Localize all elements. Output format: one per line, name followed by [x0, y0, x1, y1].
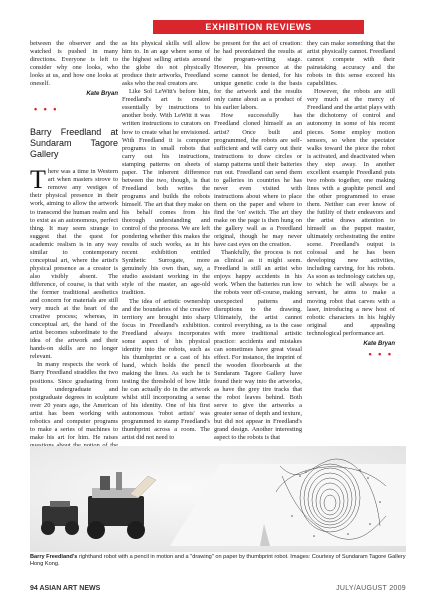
review2-author: Kate Bryan	[363, 340, 395, 347]
section-banner: EXHIBITION REVIEWS	[153, 20, 364, 34]
robot-photo-illustration	[30, 446, 406, 552]
caption-text: righthand robot with a pencil in motion and a "drawing" on paper by thumbprint robot. Images: Courtesy of Sundaram Tagore Gallery Hong Kong.	[30, 554, 406, 567]
review2-paragraph: How successfully has Freedland cloned himself as an artist? Once built and programmed, the robots are self-sufficient and will carry out their instructions to draw circles or stamp patterns until their batteries run out. Freedland can send them to galleries in countries he has never even visited with instructions about where to place them on the paper and where to find the 'on' switch. The art they make on the page is then hung on the gallery wall as a Freedland original, though he may never have cast eyes on the creation.	[214, 112, 302, 249]
review2-paragraph: be present for the act of creation: he had preordained the results at the program-writing stage. However, his presence at the scene cannot be denied, for his unique genetic code is the basis for the artwork and the results only came about as a product of his earlier labors.	[214, 40, 302, 112]
column-3	[214, 40, 302, 442]
review1-text: between the observer and the watched is pushed in many directions. Everyone is left to consider why one looks, who looks at us, and how one looks at oneself.	[30, 40, 118, 88]
robot-photo	[30, 446, 406, 552]
separator-dots: • • •	[34, 104, 59, 115]
review2-paragraph: they can make something that the artist physically cannot. Freedland cannot compete with their painstaking accuracy and the robots in this sense exceed his capabilities.	[307, 40, 395, 88]
review2-paragraph: The idea of artistic ownership and the boundaries of the creative territory are brought into sharp focus in Freedland's exhibition. Freedland always incorporates some aspect of his physical identity into the robots, such as his thumbprint or a cast of his hand, which holds the pencil making the lines. As such he is testing the threshold of how little he can actually do in the artwork whilst still incorporating a sense of his identity. One of his first autonomous 'robot artists' was programmed to stamp Freedland's thumbprint across a room. The artist did not need to	[122, 297, 210, 442]
photo-caption	[30, 554, 406, 568]
column-2	[122, 40, 210, 442]
separator-dots: • • •	[368, 348, 393, 359]
review2-paragraph: In many respects the work of Barry Freedland straddles the two positions. Since graduating from his undergraduate and postgraduate degrees in sculpture over 20 years ago, the American artist has been working with robotics and computer programs to make a series of machines to make his art for him. He raises	[30, 361, 118, 441]
column-4	[307, 40, 395, 359]
review2-paragraph: Like Sol LeWitt's before him, Freedland's art is created essentially by instructions to another body. With LeWitt it was written instructions to curators on how to create what he envisioned. With Freedland it is computer programs in small robots that carry out his instructions, stamping patterns on sheets of paper. The inherent difference between the two, though, is that Freedland both writes the programs and builds the robots himself. The art that they make on his behalf comes from his thorough understanding and control of the process. We are left pondering whether this makes the results of such works, as in his recent exhibition entitled Synthetic Surrogate, more genuinely his own than, say, a studio assistant working in the style of the master, an age-old tradition.	[122, 88, 210, 297]
review2-paragraph: However, the robots are still very much at the mercy of Freedland and the artist plays with the dichotomy of control and autonomy in some of his recent pieces. Some employ motion sensors, so when the spectator walks toward the piece the robot is activated, and deactivated when they step away. In another excellent example Freedland puts two robots together, one making lines with a graphite pencil and the other programmed to erase them. Neither can ever know of the futility of their endeavors and the artist draws attention to himself as the puppet master, ultimately orchestrating the entire scene. Freedland's output is colossal and he has been developing new activities, including carving, for his robots. As soon as technology catches up, to which he will always be a servant, he aims to make a moving robot that carves with a laser, introducing a new host of robotic characters in his highly original and appealing technological performance art.	[307, 88, 395, 337]
caption-bold: Barry Freedland's	[30, 554, 78, 560]
review2-paragraph: Thankfully, the process is not as clinical as it might seem. Freedland is still an artist who enjoys happy accidents in his work. When the batteries run low the robots veer off-course, making unexpected patterns and disruptions to the drawing. Ultimately, the artist cannot control everything, as is the case with more traditional artistic practice: accidents and mistakes can sometimes have great visual effect. For instance, the imprint of the wooden floorboards at the Sundaram Tagore Gallery have found their way into the artworks, as have the grey tire tracks that the robot leaves behind. Both serve to give the artworks a greater sense of depth and texture, but did not appear in Freedland's grand design. Another interesting aspect to the robots is that	[214, 249, 302, 442]
column-1	[30, 40, 118, 510]
review2-paragraph: as his physical skills will allow him to. In an age where some of the highest selling artists around the globe do not physically produce their artworks, Freedland asks who the real creators are.	[122, 40, 210, 88]
page-number: 94 ASIAN ART NEWS	[30, 585, 101, 592]
drop-cap: T	[30, 165, 46, 195]
review2-paragraph: here was a time in Western art when masters strove to remove any vestiges of their physical presence in their work, aiming to allow the artwork to transcend the human realm and to exist as an autonomous, perfect thing. It may seem strange to suggest that the quest for academic realism is in any way similar to contemporary conceptual art, where the artist's physical presence as a creator is also visibly absent. The difference, of course, is that with the former traditional aesthetics and concern for materials are still very much at the heart of the creative process; whereas, in conceptual art, the hand of the artist becomes subordinate to the idea of the artwork and their hands-on skills are no longer relevant.	[30, 168, 118, 361]
review2-title: Barry Freedland at Sundaram Tagore Gallery	[30, 127, 118, 160]
review1-author: Kate Bryan	[86, 91, 118, 98]
issue-date: JULY/AUGUST 2009	[336, 585, 406, 592]
